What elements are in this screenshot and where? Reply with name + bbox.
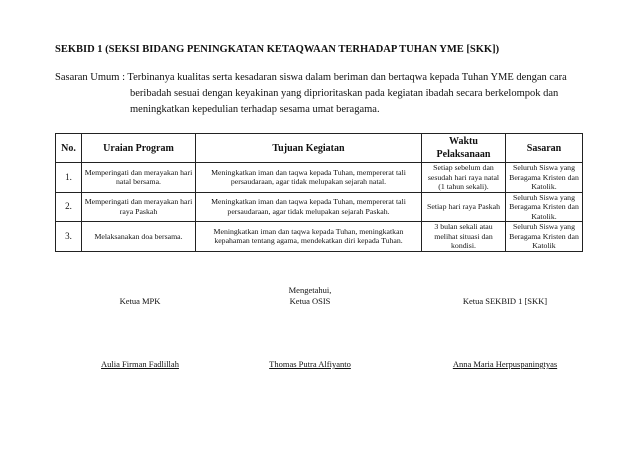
table-row (56, 163, 583, 193)
signature-name: Thomas Putra Alfiyanto (269, 359, 351, 369)
document-heading: SEKBID 1 (SEKSI BIDANG PENINGKATAN KETAQWAAN TERHADAP TUHAN YME [SKK]) (55, 44, 500, 55)
general-goal-line: meningkatkan kepedulian terhadap sesama umat beragama. (130, 104, 380, 115)
general-goal (55, 70, 590, 118)
signature-block (55, 285, 582, 375)
general-goal-line: Sasaran Umum : Terbinanya kualitas serta kesadaran siswa dalam beriman dan bertaqwa kepada Tuhan YME dengan cara (55, 72, 567, 83)
signature-role: Ketua MPK (119, 296, 161, 306)
row-time: Setiap hari raya Paskah (422, 192, 506, 222)
row-target: Seluruh Siswa yang Beragama Kristen dan Katolik (506, 222, 583, 252)
row-time: 3 bulan sekali atau melihat situasi dan kondisi. (422, 222, 506, 252)
row-time: Setiap sebelum dan sesudah hari raya natal (1 tahun sekali). (422, 163, 506, 193)
signature-osis (255, 285, 365, 369)
signature-mpk (85, 285, 195, 369)
signature-name: Anna Maria Herpuspaningtyas (452, 359, 558, 369)
column-header-target: Sasaran (506, 134, 583, 163)
acknowledged-label: Mengetahui, (288, 285, 332, 295)
column-header-time: Waktu Pelaksanaan (422, 134, 506, 163)
table-row (56, 192, 583, 222)
signature-role: Ketua SEKBID 1 [SKK] (462, 296, 548, 306)
row-program: Memperingati dan merayakan hari raya Paskah (82, 192, 196, 222)
table-row (56, 222, 583, 252)
column-header-no: No. (56, 134, 82, 163)
row-goal: Meningkatkan iman dan taqwa kepada Tuhan, mempererat tali persaudaraan, agar tidak melupakan sejarah Paskah. (196, 192, 422, 222)
row-number: 1. (56, 163, 82, 193)
column-header-goal: Tujuan Kegiatan (196, 134, 422, 163)
column-header-program: Uraian Program (82, 134, 196, 163)
row-target: Seluruh Siswa yang Beragama Kristen dan Katolik. (506, 192, 583, 222)
program-table (55, 133, 583, 252)
general-goal-line: beribadah sesuai dengan keyakinan yang diprioritaskan pada kegiatan ibadah secara berkelompok dan (130, 88, 559, 99)
row-program: Melaksanakan doa bersama. (82, 222, 196, 252)
signature-role: Ketua OSIS (289, 296, 331, 306)
row-number: 2. (56, 192, 82, 222)
row-number: 3. (56, 222, 82, 252)
row-target: Seluruh Siswa yang Beragama Kristen dan Katolik. (506, 163, 583, 193)
row-goal: Meningkatkan iman dan taqwa kepada Tuhan, meningkatkan kepahaman tentang agama, mendekatkan diri kepada Tuhan. (196, 222, 422, 252)
row-program: Memperingati dan merayakan hari natal bersama. (82, 163, 196, 193)
row-goal: Meningkatkan iman dan taqwa kepada Tuhan, mempererat tali persaudaraan, agar tidak melupakan sejarah natal. (196, 163, 422, 193)
signature-name: Aulia Firman Fadlillah (101, 359, 179, 369)
signature-sekbid (435, 285, 575, 369)
table-header-row (56, 134, 583, 163)
